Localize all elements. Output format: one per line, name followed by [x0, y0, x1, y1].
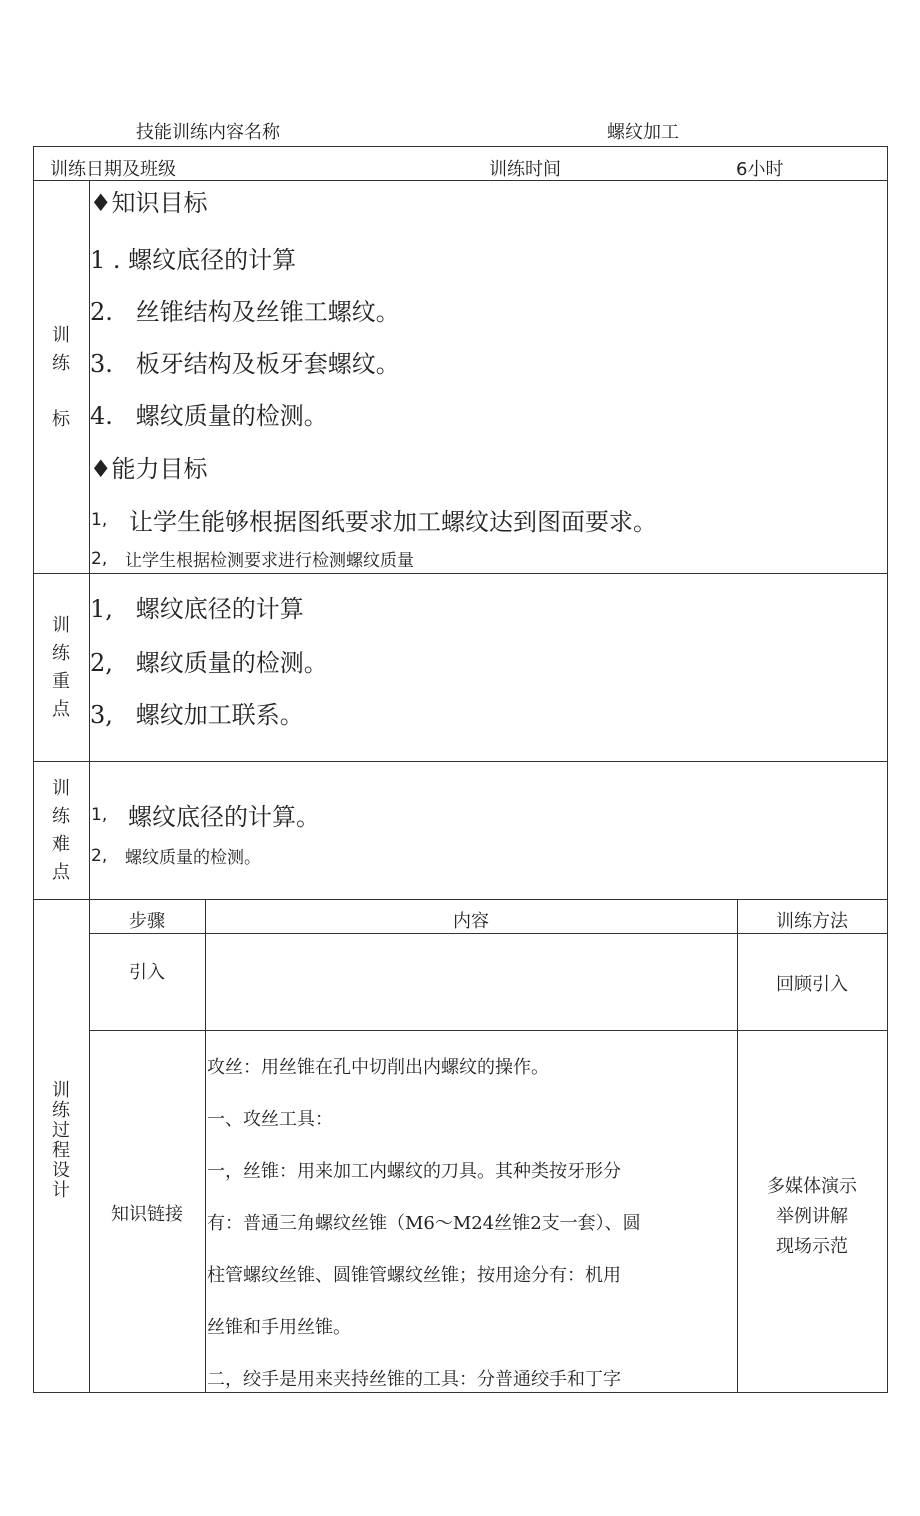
- col-header-content: 内容: [453, 911, 489, 932]
- content-line: 有：普通三角螺纹丝锥（M6〜M24丝锥2支一套）、圆: [207, 1213, 641, 1234]
- content-line: 一，丝锥：用来加工内螺纹的刀具。其种类按牙形分: [207, 1161, 621, 1182]
- knowledge-item: 2. 丝锥结构及丝锥工螺纹。: [90, 298, 400, 326]
- difficulties-label: 训 练 难 点: [52, 778, 70, 883]
- method-item: 多媒体演示: [767, 1176, 857, 1197]
- content-line: 丝锥和手用丝锥。: [207, 1317, 351, 1338]
- knowledge-item: 4. 螺纹质量的检测。: [90, 402, 328, 430]
- table-border-bottom: [33, 1392, 888, 1393]
- knowledge-item: 1 . 螺纹底径的计算: [90, 246, 297, 274]
- row-divider: [33, 899, 888, 900]
- ability-item-number: 2,: [91, 549, 108, 569]
- table-border-top: [33, 146, 888, 147]
- method-item: 举例讲解: [776, 1206, 848, 1227]
- ability-item-text: 让学生能够根据图纸要求加工螺纹达到图面要求。: [129, 508, 657, 536]
- step-knowledge-link: 知识链接: [111, 1204, 183, 1225]
- ability-item-number: 1,: [91, 510, 108, 530]
- difficulty-item-text: 螺纹底径的计算。: [128, 803, 320, 831]
- row-divider: [33, 573, 888, 574]
- content-line: 柱管螺纹丝锥、圆锥管螺纹丝锥；按用途分有：机用: [207, 1265, 621, 1286]
- title-value: 螺纹加工: [607, 122, 679, 143]
- date-class-label: 训练日期及班级: [50, 159, 176, 180]
- step-intro: 引入: [129, 962, 165, 983]
- content-line: 二，绞手是用来夹持丝锥的工具：分普通绞手和丁字: [207, 1369, 621, 1390]
- row-divider: [89, 1030, 888, 1031]
- table-border-right: [887, 146, 888, 1393]
- col-header-method: 训练方法: [776, 911, 848, 932]
- difficulty-item-number: 2,: [91, 846, 108, 866]
- ability-item-text: 让学生根据检测要求进行检测螺纹质量: [125, 551, 414, 571]
- difficulty-item-number: 1,: [91, 805, 108, 825]
- content-line: 攻丝：用丝锥在孔中切削出内螺纹的操作。: [207, 1057, 549, 1078]
- knowledge-item: 3. 板牙结构及板牙套螺纹。: [90, 350, 400, 378]
- ability-heading: ♦能力目标: [90, 455, 208, 483]
- method-item: 现场示范: [776, 1236, 848, 1257]
- process-label: 训练过程设计: [49, 1080, 70, 1200]
- key-point-item: 1, 螺纹底径的计算: [90, 595, 304, 623]
- content-line: 一、攻丝工具：: [207, 1109, 333, 1130]
- key-points-label: 训 练 重 点: [52, 615, 70, 720]
- method-intro: 回顾引入: [776, 974, 848, 995]
- time-value: 6小时: [736, 159, 784, 180]
- row-divider: [33, 761, 888, 762]
- difficulty-item-text: 螺纹质量的检测。: [125, 848, 261, 868]
- col-header-step: 步骤: [129, 911, 165, 932]
- key-point-item: 3, 螺纹加工联系。: [90, 701, 304, 729]
- knowledge-heading: ♦知识目标: [90, 189, 208, 217]
- objectives-label: 训 练 标: [52, 325, 70, 430]
- key-point-item: 2, 螺纹质量的检测。: [90, 649, 328, 677]
- title-label: 技能训练内容名称: [136, 122, 280, 143]
- time-label: 训练时间: [489, 159, 561, 180]
- row-divider: [89, 933, 888, 934]
- column-divider: [205, 899, 206, 1393]
